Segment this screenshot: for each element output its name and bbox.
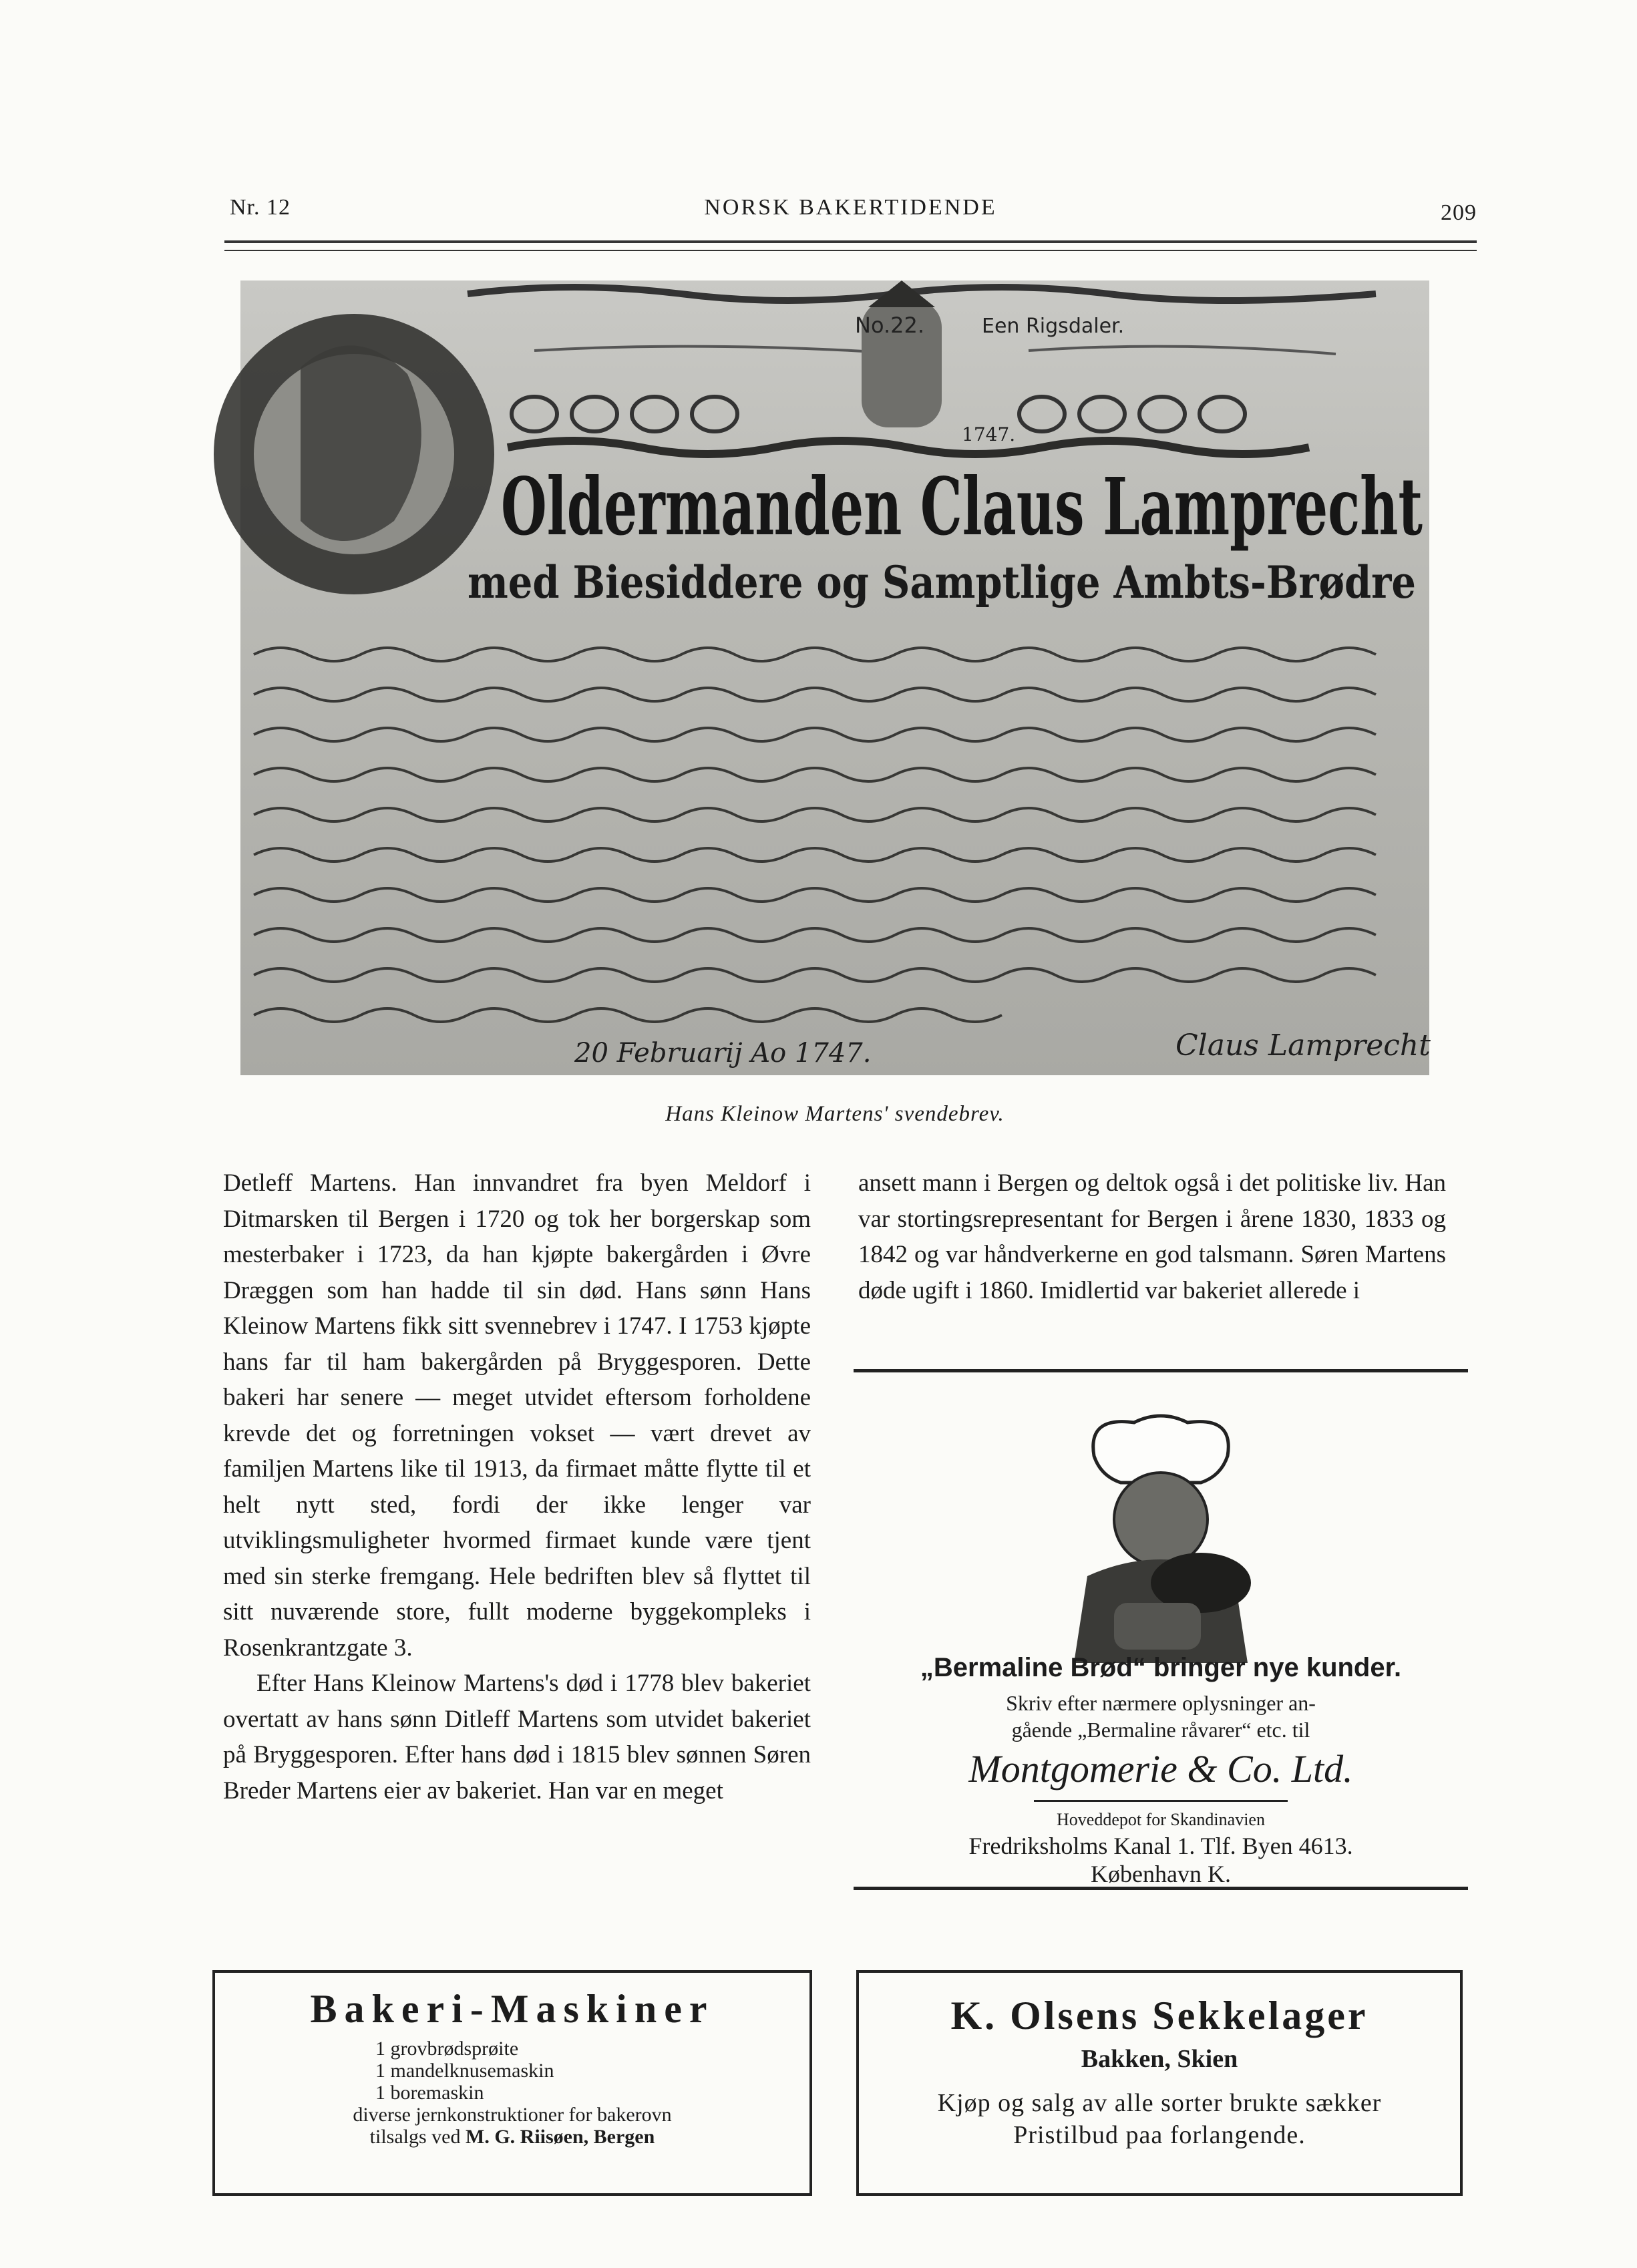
address-line: København K. xyxy=(1091,1861,1231,1887)
bakeri-item-list xyxy=(215,2038,809,2148)
svendebrev-illustration xyxy=(240,280,1429,1075)
document-year: 1747. xyxy=(962,423,1016,445)
article-column-left xyxy=(223,1165,811,1809)
issue-number: Nr. 12 xyxy=(230,195,291,220)
baker-illustration-icon xyxy=(1047,1409,1274,1663)
bakeri-line: diverse jernkonstruktioner for bakerovn xyxy=(353,2104,672,2126)
list-item: 1 mandelknusemaskin xyxy=(375,2060,554,2082)
handwriting-lines xyxy=(254,648,1376,1022)
document-heading: Oldermanden Claus Lamprecht xyxy=(501,460,1423,553)
document-date: 20 Februarij Ao 1747. xyxy=(574,1038,872,1069)
svendebrev-photo xyxy=(240,280,1429,1075)
montgomerie-signature: Montgomerie & Co. Ltd. xyxy=(968,1747,1353,1790)
article-paragraph: Detleff Martens. Han innvandret fra byen Meldorf i Ditmarsken til Bergen i 1720 og tok her borgerskap som mesterbaker i 1723, da han kjøpte bakergården i Øvre Dræggen som han hadde til sin død. Hans sønn Hans Kleinow Martens fikk sitt svennebrev i 1747. I 1753 kjøpte hans far til ham bakergården på Bryggesporen. Dette bakeri har senere — meget utvidet eftersom forholdene krevde det og forretningen vokset — vært drevet av familjen Martens like til 1913, da firmaet måtte flytte til et helt nytt sted, fordi der ikke lenger var utviklingsmuligheter hvormed firmaet kunde være tjent med sin sterke fremgang. Hele bedriften blev så flyttet til sitt nuværende store, fullt moderne byggekompleks i Rosenkrantzgate 3. xyxy=(223,1169,811,1662)
bermaline-address xyxy=(854,1832,1468,1888)
olsen-subtitle: Bakken, Skien xyxy=(1081,2045,1238,2073)
header-rule xyxy=(224,240,1477,243)
page-number: 209 xyxy=(1441,200,1477,225)
bermaline-advertisement xyxy=(854,1369,1468,1890)
article-paragraph: ansett mann i Bergen og deltok også i det politiske liv. Han var stortingsrepresentant for Bergen i årene 1830, 1833 og 1842 og var håndverkerne en god talsmann. Søren Martens døde ugift i 1860. Imidlertid var bakeriet allerede i xyxy=(858,1169,1446,1304)
olsen-line: Pristilbud paa forlangende. xyxy=(1013,2121,1306,2149)
seller-prefix: tilsalgs ved xyxy=(369,2126,466,2148)
article-column-right xyxy=(858,1165,1446,1308)
bermaline-text xyxy=(854,1690,1468,1743)
photo-caption: Hans Kleinow Martens' svendebrev. xyxy=(665,1102,1005,1126)
list-item: 1 grovbrødsprøite xyxy=(375,2038,519,2060)
olsen-line: Kjøp og salg av alle sorter brukte sækker xyxy=(937,2089,1382,2117)
seller-name: M. G. Riisøen, Bergen xyxy=(466,2126,655,2148)
list-item: 1 boremaskin xyxy=(375,2082,484,2104)
document-number: No.22. xyxy=(855,313,925,338)
publication-title: NORSK BAKERTIDENDE xyxy=(704,195,997,220)
header-rule-thin xyxy=(224,250,1477,251)
olsen-title: K. Olsens Sekkelager xyxy=(950,1994,1369,2038)
depot-label: Hoveddepot for Skandinavien xyxy=(1057,1810,1265,1829)
olsens-sekkelager-advertisement xyxy=(856,1970,1463,2196)
bermaline-line: Skriv efter nærmere oplysninger an- xyxy=(1006,1691,1316,1715)
bermaline-line: gående „Bermaline råvarer“ etc. til xyxy=(1011,1718,1310,1742)
stamp-denomination: Een Rigsdaler. xyxy=(982,315,1125,338)
article-paragraph: Efter Hans Kleinow Martens's død i 1778 blev bakeriet overtatt av hans sønn Ditleff Martens som utvidet bakeriet på Bryggesporen. Efter hans død i 1815 blev sønnen Søren Breder Martens eier av bakeriet. Han var en meget xyxy=(223,1670,811,1805)
address-line: Fredriksholms Kanal 1. Tlf. Byen 4613. xyxy=(968,1833,1353,1859)
bakeri-maskiner-advertisement xyxy=(212,1970,812,2196)
bakeri-seller xyxy=(215,2126,809,2148)
olsen-text xyxy=(859,2087,1460,2151)
running-header xyxy=(224,195,1477,235)
bakeri-title: Bakeri-Maskiner xyxy=(310,1987,715,2031)
signature-underline xyxy=(1034,1800,1288,1802)
bermaline-headline: „Bermaline Brød“ bringer nye kunder. xyxy=(920,1653,1402,1682)
document-subheading: med Biesiddere og Samptlige Ambts-Brødre xyxy=(468,556,1416,608)
document-signature: Claus Lamprecht xyxy=(1175,1028,1431,1063)
